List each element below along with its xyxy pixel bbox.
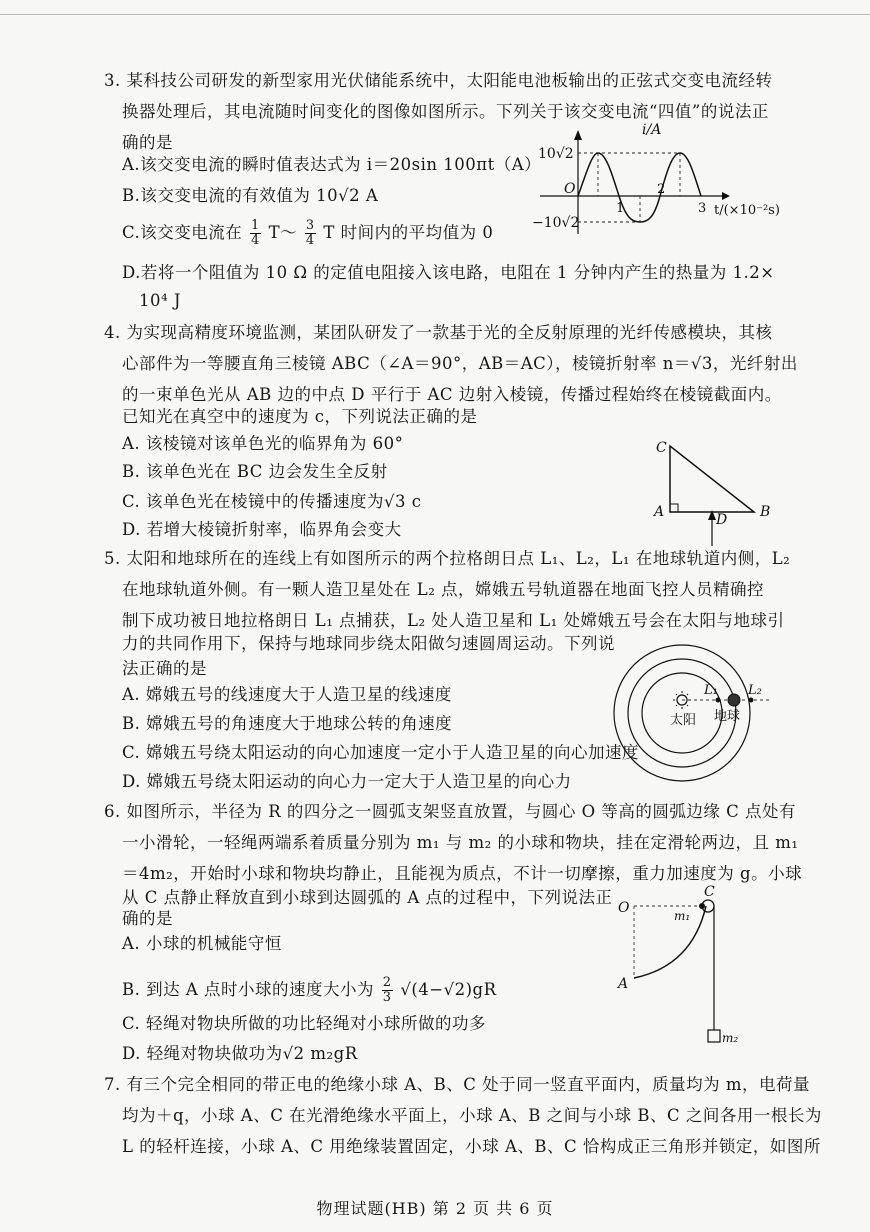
q5-line-2: 在地球轨道外侧。有一颗人造卫星处在 L₂ 点，嫦娥五号轨道器在地面飞控人员精确控 bbox=[122, 580, 765, 599]
q3-tick-2: 2 bbox=[657, 182, 666, 197]
q6-label-a: A bbox=[618, 976, 629, 992]
q3-current-graph bbox=[530, 124, 790, 240]
q4-option-d: D. 若增大棱镜折射率，临界角会变大 bbox=[122, 520, 402, 539]
q6-option-a: A. 小球的机械能守恒 bbox=[122, 934, 282, 953]
q6-ball bbox=[699, 903, 705, 909]
q3-option-d-line-2: 10⁴ J bbox=[139, 291, 181, 310]
q4-label-b: B bbox=[760, 504, 771, 520]
q5-line-3: 制下成功被日地拉格朗日 L₁ 点捕获，L₂ 处人造卫星和 L₁ 处嫦娥五号会在太阳与地球引 bbox=[122, 611, 785, 630]
q3-tick-3: 3 bbox=[698, 201, 707, 216]
q3-fraction-2 bbox=[305, 219, 316, 248]
q3-y-top-label: 10√2 bbox=[538, 146, 574, 162]
q3-line-3: 确的是 bbox=[122, 133, 173, 152]
q3-y-axis-label: i/A bbox=[642, 122, 662, 138]
q3-tick-1: 1 bbox=[616, 201, 625, 216]
q5-label-sun: 太阳 bbox=[670, 713, 697, 728]
earth-icon bbox=[728, 694, 740, 706]
q4-prism-figure bbox=[650, 438, 780, 552]
q5-option-a: A. 嫦娥五号的线速度大于人造卫星的线速度 bbox=[122, 685, 452, 704]
q3-fraction-1-num: 1 bbox=[251, 218, 260, 233]
q6-option-b bbox=[122, 976, 497, 1005]
q3-option-a: A.该交变电流的瞬时值表达式为 i＝20sin 100πt（A） bbox=[122, 155, 542, 174]
q6-fraction bbox=[382, 976, 393, 1005]
q4-line-1: 4. 为实现高精度环境监测，某团队研发了一款基于光的全反射原理的光纤传感模块，其核 bbox=[104, 323, 773, 342]
q3-option-d-line-1: D.若将一个阻值为 10 Ω 的定值电阻接入该电路，电阻在 1 分钟内产生的热量为 1.2× bbox=[122, 263, 775, 282]
q6-fraction-num: 2 bbox=[382, 975, 392, 990]
q4-line-3: 的一束单色光从 AB 边的中点 D 平行于 AC 边射入棱镜，传播过程始终在棱镜截面内。 bbox=[122, 385, 782, 404]
q7-line-2: 均为＋q，小球 A、C 在光滑绝缘水平面上，小球 A、B 之间与小球 B、C 之间各用一根长为 bbox=[122, 1106, 822, 1125]
q6-option-c: C. 轻绳对物块所做的功比轻绳对小球所做的功多 bbox=[122, 1014, 487, 1033]
q4-label-a: A bbox=[654, 504, 665, 520]
q6-option-d: D. 轻绳对物块做功为√2 m₂gR bbox=[122, 1044, 358, 1063]
q3-option-c-text-post: T 时间内的平均值为 0 bbox=[323, 223, 494, 242]
q5-label-l1: L₁ bbox=[704, 683, 718, 698]
q4-label-d: D bbox=[716, 512, 728, 528]
q7-line-1: 7. 有三个完全相同的带正电的绝缘小球 A、B、C 处于同一竖直平面内，质量均为 m，电荷量 bbox=[104, 1075, 811, 1094]
q6-label-c: C bbox=[704, 884, 715, 900]
q6-option-b-text-post: √(4−√2)gR bbox=[400, 980, 497, 999]
q3-option-b: B.该交变电流的有效值为 10√2 A bbox=[122, 186, 379, 205]
q5-line-5: 法正确的是 bbox=[122, 659, 207, 678]
q6-label-m2: m₂ bbox=[722, 1031, 739, 1045]
q7-line-3: L 的轻杆连接，小球 A、C 用绝缘装置固定，小球 A、B、C 恰构成正三角形并锁定，如图所 bbox=[122, 1137, 821, 1156]
q5-label-l2: L₂ bbox=[748, 683, 762, 698]
page-footer: 物理试题(HB) 第 2 页 共 6 页 bbox=[316, 1199, 554, 1218]
q3-fraction-2-num: 3 bbox=[305, 218, 315, 233]
q6-line-2: 一小滑轮，一轻绳两端系着质量分别为 m₁ 与 m₂ 的小球和物块，挂在定滑轮两边，且 m₁ bbox=[122, 833, 799, 852]
q3-option-c-text-pre: C.该交变电流在 bbox=[122, 223, 243, 242]
q4-option-a: A. 该棱镜对该单色光的临界角为 60° bbox=[122, 434, 404, 453]
q5-label-earth: 地球 bbox=[714, 709, 741, 724]
q4-option-b: B. 该单色光在 BC 边会发生全反射 bbox=[122, 462, 388, 481]
q3-fraction-1 bbox=[250, 219, 261, 248]
q5-line-4: 力的共同作用下，保持与地球同步绕太阳做匀速圆周运动。下列说 bbox=[122, 634, 615, 653]
q3-x-axis-label: t/(×10⁻²s) bbox=[714, 203, 780, 218]
q5-option-b: B. 嫦娥五号的角速度大于地球公转的角速度 bbox=[122, 714, 453, 733]
q3-option-c bbox=[122, 219, 493, 248]
q3-sine-curve bbox=[578, 153, 701, 222]
q3-option-c-text-mid: T～ bbox=[268, 223, 298, 242]
q3-fraction-2-den: 4 bbox=[305, 233, 315, 248]
q5-line-1: 5. 太阳和地球所在的连线上有如图所示的两个拉格朗日点 L₁、L₂，L₁ 在地球轨道内侧，L₂ bbox=[104, 549, 791, 568]
q6-arc-support bbox=[634, 906, 706, 978]
q4-line-2: 心部件为一等腰直角三棱镜 ABC（∠A＝90°，AB＝AC），棱镜折射率 n＝√3，光纤射出 bbox=[122, 354, 798, 373]
q5-option-c: C. 嫦娥五号绕太阳运动的向心加速度一定小于人造卫星的向心加速度 bbox=[122, 743, 640, 762]
q6-fraction-den: 3 bbox=[382, 990, 392, 1005]
q5-l1-point bbox=[716, 698, 721, 703]
q4-line-4: 已知光在真空中的速度为 c，下列说法正确的是 bbox=[122, 407, 478, 426]
q4-option-c: C. 该单色光在棱镜中的传播速度为√3 c bbox=[122, 492, 422, 511]
q5-option-d: D. 嫦娥五号绕太阳运动的向心力一定大于人造卫星的向心力 bbox=[122, 772, 572, 791]
q6-line-1: 6. 如图所示，半径为 R 的四分之一圆弧支架竖直放置，与圆心 O 等高的圆弧边缘 C 点处有 bbox=[104, 802, 797, 821]
q6-option-b-text-pre: B. 到达 A 点时小球的速度大小为 bbox=[122, 980, 375, 999]
q5-orbit-figure bbox=[614, 636, 774, 790]
q3-y-bottom-label: −10√2 bbox=[532, 215, 580, 231]
q3-line-1: 3. 某科技公司研发的新型家用光伏储能系统中，太阳能电池板输出的正弦式交变电流经转 bbox=[104, 71, 773, 90]
q6-line-5: 确的是 bbox=[122, 909, 173, 928]
q6-pulley-figure bbox=[616, 882, 746, 1050]
q5-l2-point bbox=[749, 698, 754, 703]
q3-line-2: 换器处理后，其电流随时间变化的图像如图所示。下列关于该交变电流“四值”的说法正 bbox=[122, 102, 769, 121]
q4-label-c: C bbox=[656, 440, 667, 456]
q3-x-axis-arrow bbox=[722, 192, 730, 200]
q6-block bbox=[708, 1030, 720, 1042]
q3-y-axis-arrow bbox=[574, 130, 582, 140]
q4-right-angle-mark bbox=[670, 504, 678, 512]
q4-prism-triangle bbox=[670, 446, 754, 512]
q6-line-3: ＝4m₂，开始时小球和物块均静止，且能视为质点，不计一切摩擦，重力加速度为 g。小球 bbox=[122, 864, 803, 883]
q6-label-m1: m₁ bbox=[674, 909, 691, 923]
q6-line-4: 从 C 点静止释放直到小球到达圆弧的 A 点的过程中，下列说法正 bbox=[122, 888, 613, 907]
top-rule bbox=[0, 14, 870, 15]
q3-fraction-1-den: 4 bbox=[251, 233, 260, 248]
q3-origin-label: O bbox=[564, 181, 576, 197]
q6-label-o: O bbox=[618, 900, 630, 916]
